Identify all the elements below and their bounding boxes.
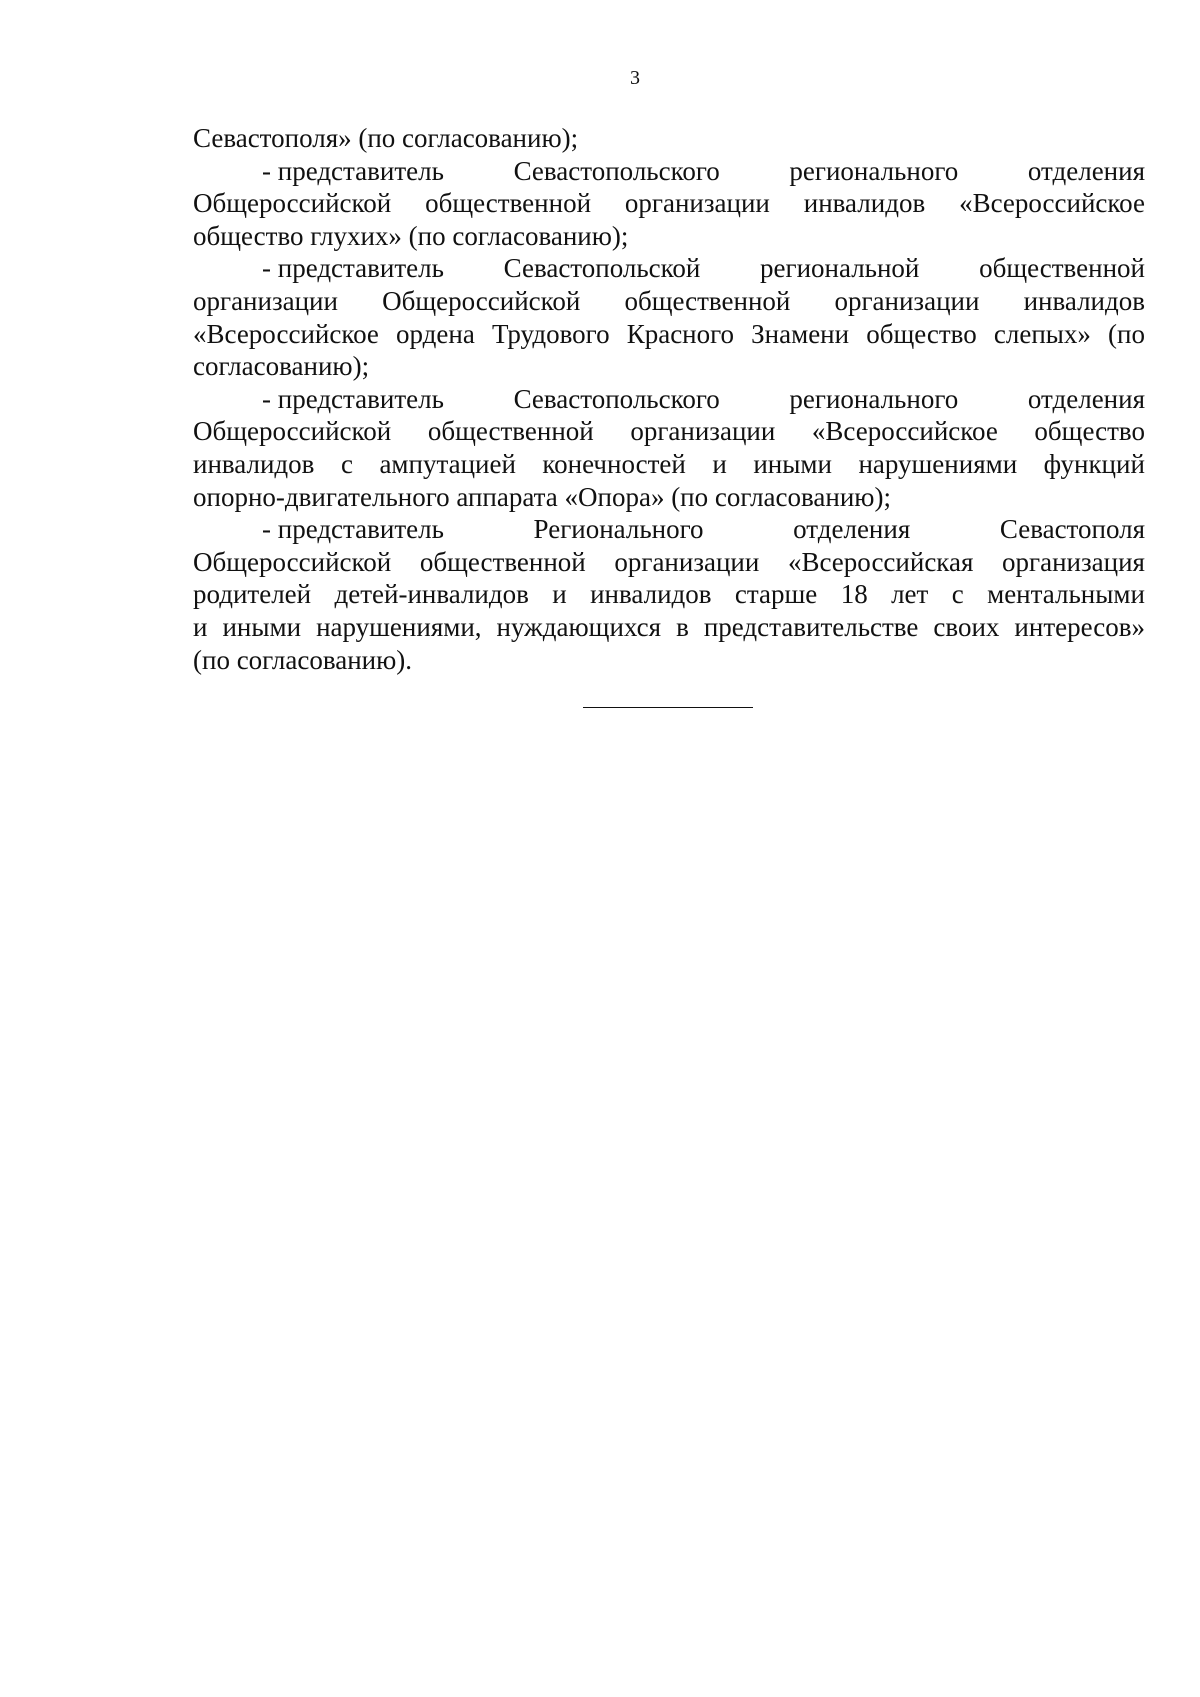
word: с	[340, 448, 353, 479]
word: Севастопольского	[513, 383, 720, 414]
word: «Всероссийская	[787, 546, 974, 577]
word: отделения	[793, 514, 911, 545]
word: инвалидов	[1023, 285, 1145, 316]
word: слепых»	[993, 318, 1091, 349]
text-line: общество глухих» (по согласованию);	[193, 220, 629, 251]
word: лет	[891, 579, 929, 610]
word: Регионального	[533, 514, 704, 545]
word: общественной	[624, 285, 791, 316]
word: инвалидов	[590, 579, 712, 610]
word: детей-инвалидов	[334, 579, 529, 610]
text-line-justified	[193, 415, 1145, 448]
text-line-justified	[193, 383, 1145, 416]
word: с	[951, 579, 964, 610]
word: Общероссийской	[193, 546, 392, 577]
word: и	[712, 448, 727, 479]
word: (по	[1108, 318, 1145, 349]
word: отделения	[1027, 155, 1145, 186]
word: - представитель	[262, 514, 444, 545]
word: - представитель	[262, 155, 444, 186]
word: общественной	[419, 546, 586, 577]
text-line-justified	[193, 546, 1145, 579]
page-number: 3	[630, 67, 640, 89]
word: общественной	[979, 253, 1145, 284]
word: и	[552, 579, 567, 610]
word: Трудового	[491, 318, 610, 349]
text-line: (по согласованию).	[193, 644, 413, 675]
text-line: согласованию);	[193, 351, 370, 382]
word: Севастопольского	[513, 155, 720, 186]
word: Красного	[626, 318, 735, 349]
word: «Всероссийское	[193, 318, 379, 349]
word: интересов»	[1014, 611, 1145, 642]
word: организации	[614, 546, 760, 577]
word: общественной	[425, 188, 592, 219]
word: иными	[753, 448, 832, 479]
word: представительстве	[703, 611, 919, 642]
text-line-justified	[193, 252, 1145, 285]
end-divider	[583, 707, 753, 708]
document-body	[193, 122, 1145, 676]
text-line-justified	[193, 448, 1145, 481]
word: Общероссийской	[193, 416, 392, 447]
text-line-justified	[193, 513, 1145, 546]
text-line-justified	[193, 318, 1145, 351]
word: «Всероссийское	[811, 416, 998, 447]
word: Севастополя	[999, 514, 1145, 545]
word: конечностей	[542, 448, 686, 479]
text-line-justified	[193, 187, 1145, 220]
word: нарушениями	[858, 448, 1018, 479]
word: общественной	[427, 416, 594, 447]
word: Знамени	[751, 318, 850, 349]
word: нарушениями,	[316, 611, 482, 642]
text-line: опорно-двигательного аппарата «Опора» (по согласованию);	[193, 481, 891, 512]
word: - представитель	[262, 253, 444, 284]
word: Севастопольской	[503, 253, 701, 284]
word: и	[193, 611, 208, 642]
word: нуждающихся	[496, 611, 662, 642]
text-line-justified	[193, 285, 1145, 318]
word: своих	[933, 611, 1000, 642]
text-line: Севастополя» (по согласованию);	[193, 123, 579, 153]
word: Общероссийской	[382, 285, 581, 316]
word: функций	[1043, 448, 1145, 479]
word: родителей	[193, 579, 312, 610]
word: организация	[1002, 546, 1145, 577]
word: - представитель	[262, 383, 444, 414]
word: общество	[866, 318, 977, 349]
word: иными	[222, 611, 302, 642]
text-line-justified	[193, 611, 1145, 644]
word: ментальными	[987, 579, 1145, 610]
word: ордена	[396, 318, 475, 349]
word: 18	[840, 579, 868, 610]
word: организации	[834, 285, 980, 316]
word: общество	[1034, 416, 1145, 447]
text-line-justified	[193, 155, 1145, 188]
word: ампутацией	[379, 448, 516, 479]
word: организации	[630, 416, 776, 447]
word: инвалидов	[193, 448, 315, 479]
word: организации	[624, 188, 770, 219]
word: Общероссийской	[193, 188, 392, 219]
word: регионального	[789, 155, 959, 186]
word: в	[676, 611, 689, 642]
word: регионального	[789, 383, 959, 414]
text-line-justified	[193, 578, 1145, 611]
word: организации	[193, 285, 338, 316]
word: инвалидов	[803, 188, 926, 219]
word: «Всероссийское	[959, 188, 1145, 219]
word: отделения	[1027, 383, 1145, 414]
word: старше	[734, 579, 818, 610]
word: региональной	[760, 253, 920, 284]
